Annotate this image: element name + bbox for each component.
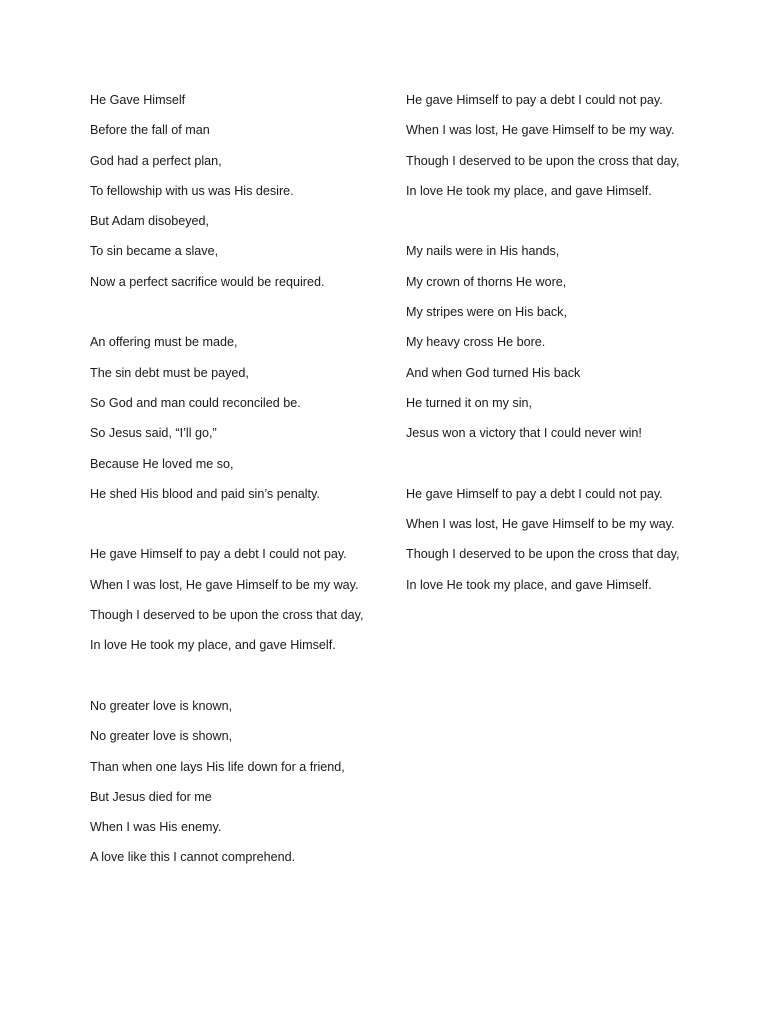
poem-title: He Gave Himself [90,93,186,107]
poem-line: Because He loved me so, [90,456,234,471]
refrain-line: He gave Himself to pay a debt I could not pay. [90,547,347,562]
poem-line: So God and man could reconciled be. [90,395,301,410]
poem-line: Now a perfect sacrifice would be required. [90,274,325,289]
left-column [90,92,365,880]
poem-line: Jesus won a victory that I could never win! [406,426,642,441]
refrain-line: He gave Himself to pay a debt I could not pay. [406,486,663,501]
poem-line: God had a perfect plan, [90,153,222,168]
poem-line: But Jesus died for me [90,789,212,804]
poem-line: And when God turned His back [406,365,581,380]
poem-line: To fellowship with us was His desire. [90,183,294,198]
refrain-line: He gave Himself to pay a debt I could not pay. [406,93,663,107]
poem-line: Before the fall of man [90,123,210,138]
stanza-break [90,516,365,546]
poem-line: No greater love is shown, [90,729,233,744]
poem-line: So Jesus said, “I’ll go,” [90,426,217,441]
poem-line: But Adam disobeyed, [90,214,210,229]
poem-line: To sin became a slave, [90,244,219,259]
stanza-break [406,213,681,243]
poem-line: My heavy cross He bore. [406,335,546,350]
refrain-line: Though I deserved to be upon the cross that day, [406,153,680,168]
poem-line: He shed His blood and paid sin’s penalty. [90,486,320,501]
stanza-break [90,304,365,334]
poem-line: My nails were in His hands, [406,244,560,259]
poem-line: My crown of thorns He wore, [406,274,567,289]
poem-line: My stripes were on His back, [406,305,567,320]
refrain-line: When I was lost, He gave Himself to be my way. [90,577,359,592]
refrain-line: Though I deserved to be upon the cross that day, [406,547,680,562]
poem-line: No greater love is known, [90,698,233,713]
poem-line: He turned it on my sin, [406,395,532,410]
poem-line: The sin debt must be payed, [90,365,249,380]
right-column [406,92,681,607]
refrain-line: In love He took my place, and gave Himself. [406,183,652,198]
refrain-line: In love He took my place, and gave Himself. [90,638,336,653]
refrain-line: When I was lost, He gave Himself to be my way. [406,123,675,138]
poem-line: A love like this I cannot comprehend. [90,850,296,865]
stanza-break [406,456,681,486]
poem-line: When I was His enemy. [90,820,222,835]
refrain-line: Though I deserved to be upon the cross that day, [90,608,364,623]
poem-line: An offering must be made, [90,335,238,350]
refrain-line: When I was lost, He gave Himself to be my way. [406,517,675,532]
stanza-break [90,668,365,698]
poem-line: Than when one lays His life down for a friend, [90,759,345,774]
refrain-line: In love He took my place, and gave Himself. [406,577,652,592]
